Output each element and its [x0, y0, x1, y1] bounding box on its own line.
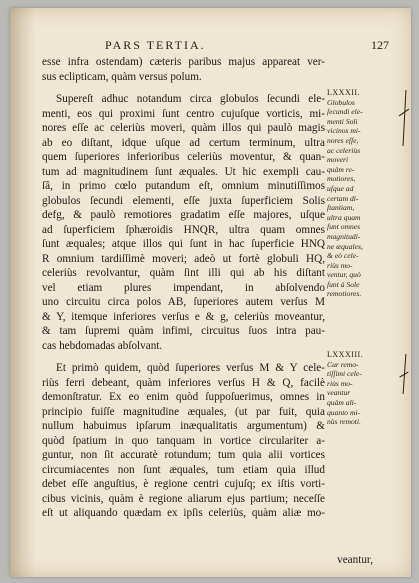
margin-note-line: ventur, quò [327, 270, 361, 280]
catchword: veantur, [337, 554, 373, 566]
margin-note-line: ſtantiam, [327, 203, 355, 213]
margin-note-line: veantur [327, 388, 351, 398]
margin-note-line: moveri [327, 155, 349, 165]
text-line: nores eſſe ac celeriùs moveri, quàm illos qui paulò magis [42, 122, 325, 134]
text-line: Supereſt adhuc notandum circa globulos ſecundi ele- [56, 93, 325, 105]
margin-note-line: uſque ad [327, 183, 354, 193]
margin-note-line: & eò cele- [327, 251, 359, 261]
text-line: circumiacentes non ſunt æquales, tum etiam quia illud [42, 463, 325, 476]
text-line: cas hebdomadas abſolvant. [42, 339, 163, 352]
text-line: eſt ut aliquando quædam ex ipſis celeriùs, quàm aliæ mo- [42, 507, 325, 519]
text-line: ſunt æquales; atque illos qui ſunt in hac ſuperficie HNQ [42, 238, 325, 250]
text-line: riùs ferri debeant, quàm inferiores verſus H & Q, facilè [42, 376, 325, 389]
text-line: globulos ſecundi elementi, eſſe juxta ſuperficiem Solis [42, 194, 325, 207]
margin-note-line: riùs mo- [327, 378, 353, 388]
text-line: debet eſſe anguſtius, è regione centri cujuſq; ex iſtis vorti- [42, 478, 325, 490]
text-line: demonſtratur. Ex eo enim quòd ſuppoſuerimus, omnes in [42, 391, 325, 403]
margin-note-line: remotiores. [327, 289, 362, 299]
margin-note-line: certam di- [327, 193, 359, 203]
margin-note-line: menti Soli [327, 116, 358, 126]
text-line: menti, eos qui proximi ſunt centro cujuſque vorticis, mi- [42, 107, 325, 120]
text-line: quòd ſpatium in quo tanquam in vortice circulariter a- [42, 434, 325, 447]
main-text [42, 55, 325, 521]
margin-note-line: quàm ali- [327, 397, 357, 407]
text-line: guntur, non ſit accuratè rotundum; tum quia alii vortices [42, 449, 325, 461]
margin-note-line: tiſſimi cele- [327, 369, 362, 379]
text-line: defg, & paulò remotiores gradatim eſſe majores, uſque [42, 209, 325, 221]
text-line: esse infra ostendam) cæteris paribus majus appareat ver- [42, 56, 325, 68]
margin-note-line: ſecundi ele- [327, 107, 363, 117]
margin-note-number: LXXXII. [327, 88, 361, 97]
text-line: celeriùs revolvantur, quàm ſint illi qui ab his diſtant [42, 267, 325, 279]
text-line: sus eclipticam, quàm versus polum. [42, 70, 202, 83]
running-title: PARS TERTIA. [105, 38, 206, 52]
margin-note-line: nores eſſe, [327, 135, 359, 145]
text-line: ab eo diſtant, idque uſque ad certum terminum, ultra [42, 136, 325, 149]
text-line: quem ſuperiores inferioribus celeriùs moventur, & quan- [42, 151, 325, 163]
text-line: tum ad magnitudinem ſunt æquales. Ut hic exempli cau- [42, 165, 325, 178]
book-page [10, 8, 411, 577]
margin-note-82 [327, 88, 401, 299]
margin-note-line: quàm re- [327, 164, 355, 174]
margin-note-line: vicinos mi- [327, 126, 361, 136]
page-number: 127 [371, 38, 389, 52]
margin-note-line: ac celeriùs [327, 145, 361, 155]
margin-note-line: ſunt à Sole [327, 279, 360, 289]
margin-note-line: ſunt omnes [327, 222, 361, 232]
text-line: uno circuitu circa polos AB, ſuperiores autem verſus M [42, 296, 325, 308]
text-line: & tam ſupremi quàm infimi, circuitus ſuos intra pau- [42, 325, 325, 337]
margin-note-line: ne æquales, [327, 241, 363, 251]
text-line: nullum habuimus ipſarum inæqualitatis argumentum) & [42, 420, 325, 432]
text-line: principio fuiſſe magnitudine æquales, (ut par fuit, quia [42, 405, 325, 418]
text-line: & Y, itemque inferiores verſus e & g, celeriùs moveantur, [42, 310, 325, 323]
margin-note-line: motiores, [327, 174, 356, 184]
margin-note-83 [327, 350, 401, 427]
margin-note-line: quanto mi- [327, 407, 361, 417]
margin-note-line: nùs remoti. [327, 417, 361, 427]
margin-note-line: Cur remo- [327, 359, 359, 369]
text-line: Et primò quidem, quòd ſuperiores verſus M & Y cele- [56, 362, 325, 374]
margin-note-line: riùs mo- [327, 260, 353, 270]
margin-note-number: LXXXIII. [327, 350, 364, 359]
text-line: vel etiam plures impendant, in abſolvendo [42, 281, 325, 294]
ink-margin-mark [403, 90, 407, 146]
margin-note-line: magnitudi- [327, 231, 361, 241]
margin-note-line: ultra quam [327, 212, 361, 222]
text-line: R omnium tardiſſimè moveri; adeò ut fortè globuli HQ, [42, 252, 325, 265]
text-line: ſâ, in primo cœlo putandum eſt, omnium minutiſſimos [42, 180, 325, 192]
text-line: ad ſuperficiem ſphæroidis HNQR, ultra quam omnes [42, 223, 325, 236]
text-line: cibus vicinis, quàm è regione aliarum ejus partium; neceſſe [42, 492, 325, 505]
margin-note-line: Globulos [327, 97, 355, 107]
